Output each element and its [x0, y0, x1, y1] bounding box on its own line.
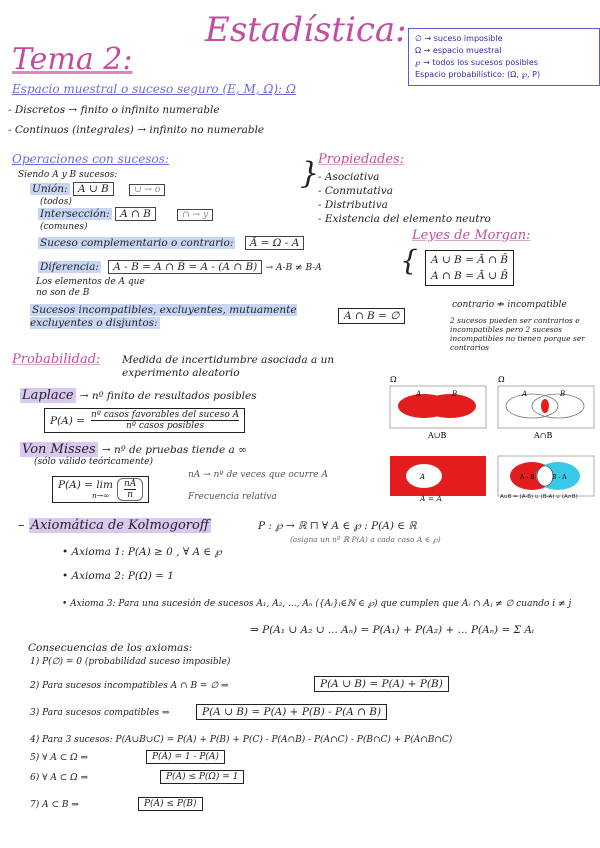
interseccion-label: Intersección: [40, 208, 110, 220]
vonmises-def: → nº de pruebas tiende a ∞ [101, 444, 247, 456]
consecuencia-4: 4) Para 3 sucesos: P(A∪B∪C) = P(A) + P(B) + P(C) - P(A∩B) - P(A∩C) - P(B∩C) + P(A∩B∩C) [30, 735, 453, 745]
continuos-text: - Continuos (integrales) → infinito no numerable [8, 124, 265, 136]
morgan-box [425, 250, 514, 286]
venn-diff-inter [537, 466, 553, 486]
venn-omega: Ω [390, 375, 397, 384]
venn-diff-am: A - B [520, 474, 535, 481]
probabilidad-def: Medida de incertidumbre asociada a un experimento aleatorio [122, 354, 335, 379]
diferencia-note: → A-B ≠ B-A [265, 263, 322, 273]
laplace-formula [44, 408, 245, 433]
morgan-law1: A ∪ B = Ā ∩ B̄ [431, 254, 509, 266]
vonmises-limit [58, 479, 113, 500]
venn-diff-bm: B - A [552, 474, 567, 481]
legend-line: ∅ → suceso imposible [415, 34, 503, 43]
venn-comp-a-label: A [420, 473, 426, 481]
consecuencia-3-formula: P(A ∪ B) = P(A) + P(B) - P(A ∩ B) [196, 704, 387, 720]
consecuencia-5-formula: P(Ā) = 1 - P(A) [146, 750, 225, 764]
propiedad-item: - Conmutativa [318, 185, 393, 197]
propiedad-item: - Distributiva [318, 199, 388, 211]
laplace-fraction [91, 410, 239, 431]
union-symbol: ∪ → o [129, 184, 165, 196]
espacio-heading: Espacio muestral o suceso seguro (E, M, Ω): Ω [12, 82, 296, 96]
venn-b-label2: B [560, 390, 566, 398]
morgan-brace-icon: { [400, 244, 418, 277]
consecuencia-5-text: 5) ∀ A ⊂ Ω ⇒ [30, 753, 89, 763]
interseccion-note: (comunes) [40, 222, 88, 232]
laplace-lhs: P(A) = [50, 414, 85, 427]
interseccion-symbol: ∩ → y [177, 209, 213, 221]
brace-icon: } [300, 156, 320, 191]
laplace-label: Laplace [22, 388, 74, 403]
contrario-title: contrario ⇏ incompatible [452, 300, 567, 310]
kolmogorov-def-note: (asigna un nº ℝ P(A) a cada caso A ∈ ℘) [290, 535, 441, 544]
complementario-formula: Ā = Ω - A [245, 236, 305, 250]
consecuencia-3-text: 3) Para sucesos compatibles ⇒ [30, 708, 170, 718]
venn-a-label: A [416, 390, 422, 398]
consecuencia-2-formula: P(A ∪ B) = P(A) + P(B) [314, 676, 449, 692]
vonmises-freq: Frecuencia relativa [188, 492, 277, 502]
consecuencia-7-text: 7) A ⊂ B ⇒ [30, 800, 79, 810]
propiedades-heading: Propiedades: [318, 152, 405, 167]
propiedad-item: - Existencia del elemento neutro [318, 213, 491, 225]
laplace-num: nº casos favorables del suceso A [90, 410, 240, 420]
vonmises-fraction [117, 478, 143, 501]
legend-line: ℘ → todos los sucesos posibles [415, 58, 538, 67]
morgan-heading: Leyes de Morgan: [412, 228, 531, 243]
consecuencia-1: 1) P(∅) = 0 (probabilidad suceso imposible) [30, 657, 231, 667]
vonmises-note: (sólo válido teóricamente) [34, 457, 154, 467]
venn-union-b [424, 394, 476, 418]
axioma1: • Axioma 1: P(A) ≥ 0 , ∀ A ∈ ℘ [62, 546, 222, 558]
siendo-text: Siendo A y B sucesos: [18, 170, 118, 180]
venn-union-caption: A∪B [428, 431, 447, 440]
laplace-den: nº casos posibles [126, 421, 205, 431]
kolmogorov-row: – Axiomática de Kolmogoroff [18, 518, 210, 533]
venn-inter-fill [541, 399, 549, 413]
complementario-label: Suceso complementario o contrario: [40, 237, 234, 249]
venn-diagrams [388, 372, 598, 502]
union-formula: A ∪ B [73, 182, 114, 196]
vonmises-formula [52, 476, 149, 503]
axioma3-formula: ⇒ P(A₁ ∪ A₂ ∪ ... Aₙ) = P(A₁) + P(A₂) + ... P(Aₙ) = Σ Aᵢ [250, 624, 535, 636]
union-label: Unión: [32, 183, 68, 195]
venn-inter-caption: A∩B [534, 431, 553, 440]
consecuencia-6-formula: P(A) ≤ P(Ω) = 1 [160, 770, 244, 784]
consecuencia-2-text: 2) Para sucesos incompatibles A ∩ B = ∅ ⇒ [30, 681, 229, 691]
vonmises-num: nA [124, 479, 137, 489]
venn-comp-caption: A = A [420, 494, 442, 503]
interseccion-formula: A ∩ B [115, 207, 156, 221]
legend-box [408, 28, 600, 86]
kolmogorov-heading: Axiomática de Kolmogoroff [30, 518, 210, 533]
vonmises-den: n [127, 490, 134, 500]
discretos-text: - Discretos → finito o infinito numerable [8, 104, 220, 116]
contrario-note: 2 sucesos pueden ser contrarios e incompatibles pero 2 sucesos incompatibles no tienen porque ser contrarios [450, 316, 585, 352]
propiedad-item: - Asociativa [318, 171, 380, 183]
page-title: Estadística: [205, 10, 407, 50]
consecuencia-2 [30, 681, 229, 691]
complementario-row [38, 237, 304, 249]
consecuencias-heading: Consecuencias de los axiomas: [28, 642, 193, 654]
morgan-law2: A ∩ B = Ā ∪ B̄ [431, 270, 509, 282]
diferencia-formula: A - B = A ∩ B̄ = A - (A ∩ B) [108, 260, 262, 274]
tema-title: Tema 2: [12, 42, 133, 77]
vonmises-row [20, 442, 247, 457]
vonmises-label: Von Misses [22, 442, 96, 457]
consecuencia-7-formula: P(A) ≤ P(B) [138, 797, 203, 811]
venn-b-label: B [452, 390, 458, 398]
venn-omega2: Ω [498, 375, 505, 384]
diferencia-label: Diferencia: [40, 261, 99, 273]
venn-a-label2: A [522, 390, 528, 398]
vonmises-na: nA → nº de veces que ocurre A [188, 470, 328, 480]
diferencia-row [38, 261, 322, 273]
union-note: (todos) [40, 197, 72, 207]
laplace-row [20, 388, 257, 403]
consecuencia-6-text: 6) ∀ A ⊂ Ω ⇒ [30, 773, 89, 783]
interseccion-row [38, 208, 213, 220]
incompatibles-formula: A ∩ B = ∅ [338, 308, 405, 324]
kolmogorov-def: P : ℘ → ℝ ⊓ ∀ A ∈ ℘ : P(A) ∈ ℝ [258, 520, 417, 532]
legend-line: Ω → espacio muestral [415, 46, 502, 55]
union-row [30, 183, 165, 195]
vonmises-lhs: P(A) = lim [58, 479, 113, 491]
laplace-def: → nº finito de resultados posibles [79, 390, 257, 402]
operaciones-heading: Operaciones con sucesos: [12, 152, 169, 166]
venn-diff-caption: A∪B = (A-B) ∪ (B-A) ∪ (A∩B) [500, 494, 578, 500]
vonmises-lim-sub: n→∞ [92, 491, 110, 500]
axioma3: • Axioma 3: Para una sucesión de sucesos A₁, A₂, ..., Aₙ ({Aᵢ}ᵢ∈ℕ ∈ ℘) que cumplen que Aᵢ ∩ Aⱼ ≠ ∅ cuando i ≠ j [62, 599, 572, 609]
incompatibles-text: Sucesos incompatibles, excluyentes, mutuamente excluyentes o disjuntos: [30, 304, 297, 329]
diferencia-note2: Los elementos de A que no son de B [36, 277, 145, 298]
legend-line: Espacio probabilístico: (Ω, ℘, P) [415, 70, 541, 79]
incompatibles-label [30, 304, 330, 330]
probabilidad-heading: Probabilidad: [12, 352, 101, 367]
propiedades-list [318, 170, 491, 226]
axioma2: • Axioma 2: P(Ω) = 1 [62, 570, 174, 582]
